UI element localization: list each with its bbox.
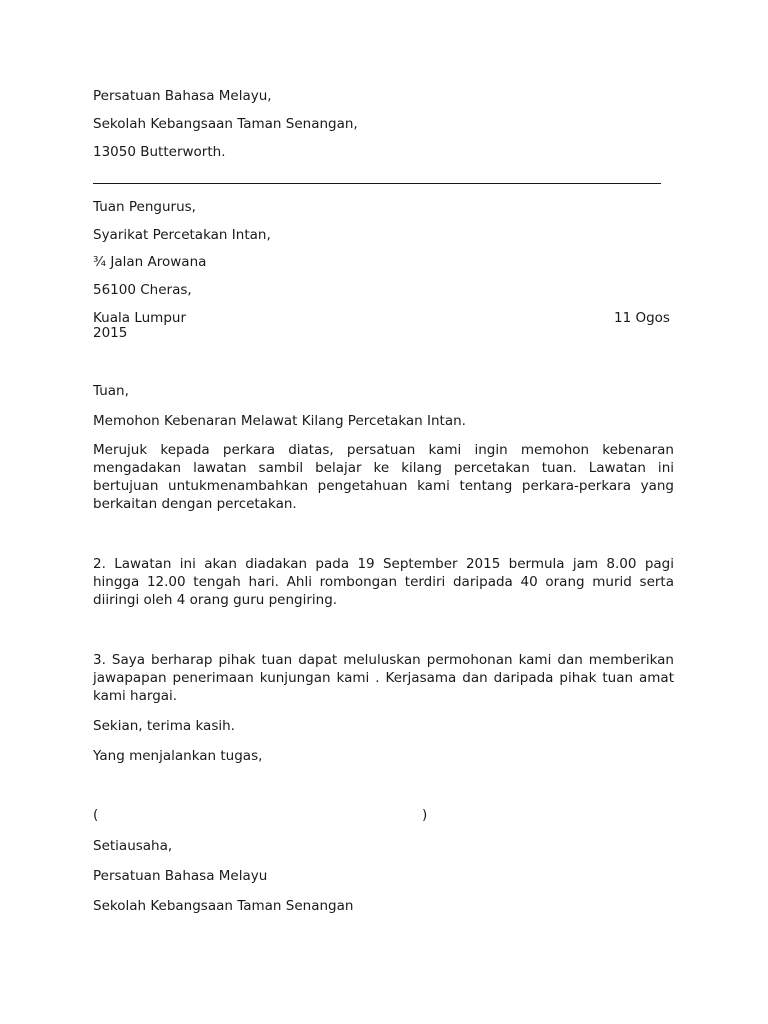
- sender-postcode-city: 13050 Butterworth.: [93, 144, 226, 160]
- body-paragraph-1: Merujuk kepada perkara diatas, persatuan kami ingin memohon kebenaran mengadakan lawatan sambil belajar ke kilang percetakan tuan. Lawatan ini bertujuan untukmenambahkan pengetahuan kami tentang perkara-perkara yang berkaitan dengan percetakan.: [93, 442, 674, 512]
- recipient-title: Tuan Pengurus,: [93, 199, 196, 215]
- signatory-position: Setiausaha,: [93, 838, 173, 854]
- letter-subject: Memohon Kebenaran Melawat Kilang Percetakan Intan.: [93, 413, 466, 429]
- sender-school: Sekolah Kebangsaan Taman Senangan,: [93, 116, 358, 132]
- recipient-city: Kuala Lumpur: [93, 310, 186, 326]
- signatory-school: Sekolah Kebangsaan Taman Senangan: [93, 898, 354, 914]
- letter-date-year: 2015: [93, 325, 128, 341]
- closing-thanks: Sekian, terima kasih.: [93, 718, 235, 734]
- body-paragraph-2: 2. Lawatan ini akan diadakan pada 19 September 2015 bermula jam 8.00 pagi hingga 12.00 tengah hari. Ahli rombongan terdiri daripada 40 orang murid serta diiringi oleh 4 orang guru pengiring.: [93, 556, 674, 608]
- signature-bracket-open: (: [93, 807, 99, 823]
- letter-date-day-month: 11 Ogos: [614, 310, 670, 326]
- header-divider: [93, 183, 661, 184]
- recipient-postcode-city: 56100 Cheras,: [93, 282, 192, 298]
- closing-duty: Yang menjalankan tugas,: [93, 748, 263, 764]
- recipient-company: Syarikat Percetakan Intan,: [93, 227, 271, 243]
- signatory-org: Persatuan Bahasa Melayu: [93, 868, 268, 884]
- body-paragraph-3: 3. Saya berharap pihak tuan dapat meluluskan permohonan kami dan memberikan jawapapan penerimaan kunjungan kami . Kerjasama dan daripada pihak tuan amat kami hargai.: [93, 652, 674, 704]
- sender-org: Persatuan Bahasa Melayu,: [93, 88, 272, 104]
- salutation: Tuan,: [93, 383, 129, 399]
- signature-bracket-close: ): [422, 807, 428, 823]
- recipient-street: ¾ Jalan Arowana: [93, 254, 207, 270]
